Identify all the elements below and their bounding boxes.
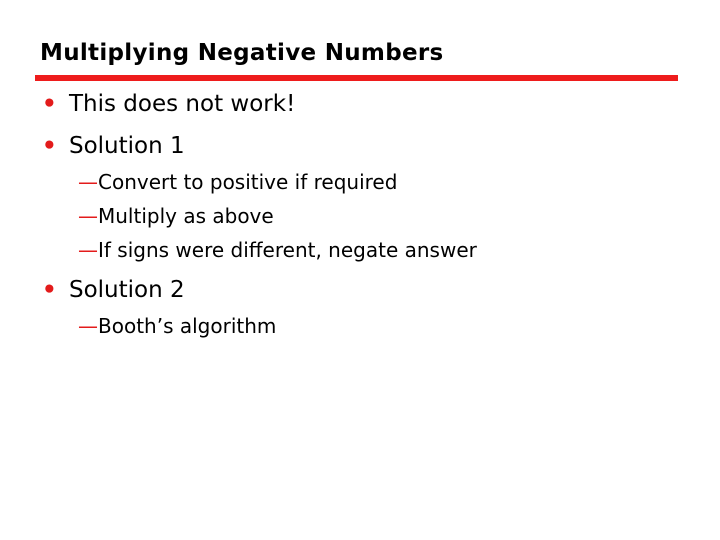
bullet-text: Solution 1 xyxy=(69,133,185,159)
bullet-text: This does not work! xyxy=(69,91,296,117)
dash-marker: — xyxy=(78,204,98,228)
dash-marker: — xyxy=(78,170,98,194)
sub-item-text: If signs were different, negate answer xyxy=(98,238,477,262)
sub-item-text: Booth’s algorithm xyxy=(98,314,277,338)
sub-item-text: Convert to positive if required xyxy=(98,170,398,194)
bullet-marker: • xyxy=(42,133,57,159)
sub-item xyxy=(78,203,274,229)
sub-item xyxy=(78,237,477,263)
dash-marker: — xyxy=(78,314,98,338)
bullet-item xyxy=(42,132,185,160)
sub-item xyxy=(78,169,397,195)
bullet-marker: • xyxy=(42,277,57,303)
sub-item-text: Multiply as above xyxy=(98,204,274,228)
bullet-item xyxy=(42,276,185,304)
dash-marker: — xyxy=(78,238,98,262)
title-underline xyxy=(35,75,678,81)
sub-item xyxy=(78,313,276,339)
bullet-marker: • xyxy=(42,91,57,117)
slide-title: Multiplying Negative Numbers xyxy=(40,40,444,66)
bullet-text: Solution 2 xyxy=(69,277,185,303)
bullet-item xyxy=(42,90,295,118)
